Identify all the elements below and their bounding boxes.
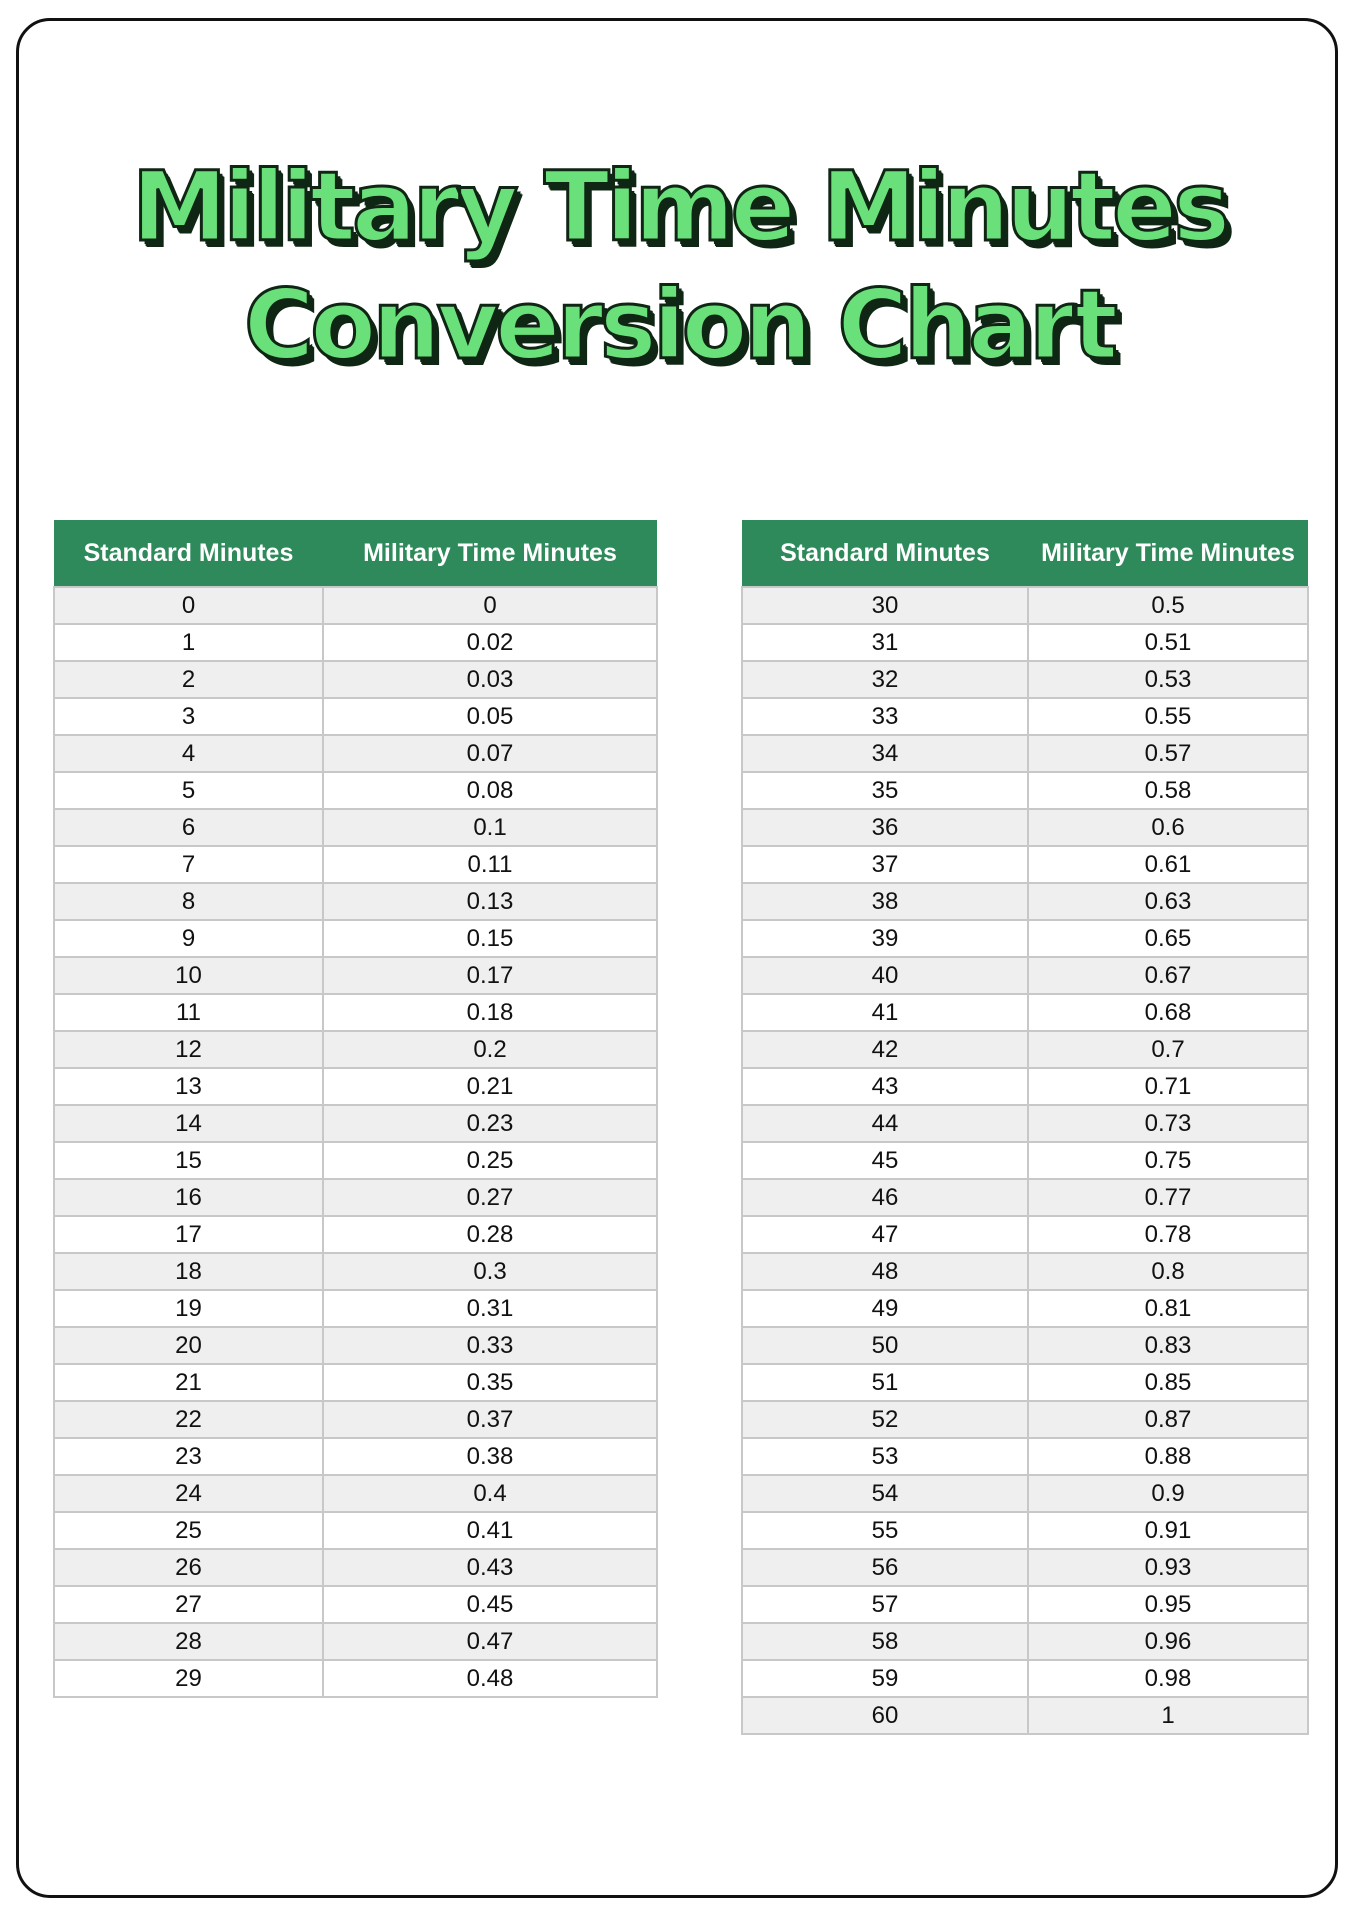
table-row xyxy=(54,1475,657,1512)
military-minutes-cell: 0.58 xyxy=(1028,772,1308,809)
military-minutes-cell: 0.68 xyxy=(1028,994,1308,1031)
military-minutes-cell: 0.27 xyxy=(323,1179,657,1216)
military-minutes-cell: 0.02 xyxy=(323,624,657,661)
standard-minutes-cell: 12 xyxy=(54,1031,323,1068)
table-row xyxy=(742,846,1308,883)
military-minutes-cell: 0.1 xyxy=(323,809,657,846)
table-row xyxy=(54,1142,657,1179)
page-title xyxy=(0,148,1358,384)
standard-minutes-cell: 32 xyxy=(742,661,1028,698)
standard-minutes-cell: 49 xyxy=(742,1290,1028,1327)
table-row xyxy=(742,587,1308,624)
standard-minutes-cell: 24 xyxy=(54,1475,323,1512)
table-row xyxy=(54,883,657,920)
standard-minutes-cell: 48 xyxy=(742,1253,1028,1290)
table-row xyxy=(54,1549,657,1586)
standard-minutes-cell: 25 xyxy=(54,1512,323,1549)
military-minutes-cell: 0.3 xyxy=(323,1253,657,1290)
standard-minutes-cell: 27 xyxy=(54,1586,323,1623)
standard-minutes-cell: 28 xyxy=(54,1623,323,1660)
standard-minutes-cell: 9 xyxy=(54,920,323,957)
table-row xyxy=(54,1364,657,1401)
standard-minutes-cell: 39 xyxy=(742,920,1028,957)
table-row xyxy=(742,1327,1308,1364)
standard-minutes-cell: 19 xyxy=(54,1290,323,1327)
military-minutes-cell: 0.13 xyxy=(323,883,657,920)
standard-minutes-cell: 20 xyxy=(54,1327,323,1364)
standard-minutes-cell: 23 xyxy=(54,1438,323,1475)
military-minutes-cell: 0.98 xyxy=(1028,1660,1308,1697)
standard-minutes-cell: 60 xyxy=(742,1697,1028,1734)
standard-minutes-cell: 43 xyxy=(742,1068,1028,1105)
standard-minutes-cell: 35 xyxy=(742,772,1028,809)
military-minutes-cell: 0.5 xyxy=(1028,587,1308,624)
standard-minutes-cell: 21 xyxy=(54,1364,323,1401)
header-military-time-minutes: Military Time Minutes xyxy=(323,520,657,587)
standard-minutes-cell: 22 xyxy=(54,1401,323,1438)
conversion-table-0-29 xyxy=(53,520,658,1698)
military-minutes-cell: 0.83 xyxy=(1028,1327,1308,1364)
military-minutes-cell: 0.45 xyxy=(323,1586,657,1623)
table-row xyxy=(54,1068,657,1105)
standard-minutes-cell: 29 xyxy=(54,1660,323,1697)
military-minutes-cell: 0.2 xyxy=(323,1031,657,1068)
military-minutes-cell: 0.85 xyxy=(1028,1364,1308,1401)
military-minutes-cell: 0.95 xyxy=(1028,1586,1308,1623)
table-row xyxy=(742,994,1308,1031)
table-row xyxy=(54,1105,657,1142)
standard-minutes-cell: 57 xyxy=(742,1586,1028,1623)
military-minutes-cell: 0.55 xyxy=(1028,698,1308,735)
standard-minutes-cell: 13 xyxy=(54,1068,323,1105)
military-minutes-cell: 0.23 xyxy=(323,1105,657,1142)
table-row xyxy=(54,957,657,994)
military-minutes-cell: 0.73 xyxy=(1028,1105,1308,1142)
military-minutes-cell: 0.05 xyxy=(323,698,657,735)
military-minutes-cell: 0.96 xyxy=(1028,1623,1308,1660)
military-minutes-cell: 0.17 xyxy=(323,957,657,994)
table-row xyxy=(742,1401,1308,1438)
table-row xyxy=(742,1364,1308,1401)
header-standard-minutes: Standard Minutes xyxy=(54,520,323,587)
military-minutes-cell: 0.21 xyxy=(323,1068,657,1105)
table-row xyxy=(54,661,657,698)
table-row xyxy=(54,1401,657,1438)
standard-minutes-cell: 7 xyxy=(54,846,323,883)
table-row xyxy=(742,772,1308,809)
table-row xyxy=(742,957,1308,994)
military-minutes-cell: 0.71 xyxy=(1028,1068,1308,1105)
table-row xyxy=(742,735,1308,772)
table-row xyxy=(742,1697,1308,1734)
standard-minutes-cell: 5 xyxy=(54,772,323,809)
table-row xyxy=(54,772,657,809)
standard-minutes-cell: 8 xyxy=(54,883,323,920)
military-minutes-cell: 0.9 xyxy=(1028,1475,1308,1512)
table-row xyxy=(742,1623,1308,1660)
standard-minutes-cell: 38 xyxy=(742,883,1028,920)
military-minutes-cell: 0.78 xyxy=(1028,1216,1308,1253)
military-minutes-cell: 0 xyxy=(323,587,657,624)
military-minutes-cell: 1 xyxy=(1028,1697,1308,1734)
standard-minutes-cell: 6 xyxy=(54,809,323,846)
table-row xyxy=(742,1512,1308,1549)
military-minutes-cell: 0.03 xyxy=(323,661,657,698)
standard-minutes-cell: 42 xyxy=(742,1031,1028,1068)
table-row xyxy=(54,1290,657,1327)
table-row xyxy=(742,1660,1308,1697)
military-minutes-cell: 0.93 xyxy=(1028,1549,1308,1586)
standard-minutes-cell: 17 xyxy=(54,1216,323,1253)
table-row xyxy=(742,809,1308,846)
table-row xyxy=(54,735,657,772)
standard-minutes-cell: 37 xyxy=(742,846,1028,883)
standard-minutes-cell: 30 xyxy=(742,587,1028,624)
military-minutes-cell: 0.18 xyxy=(323,994,657,1031)
table-row xyxy=(742,1068,1308,1105)
military-minutes-cell: 0.08 xyxy=(323,772,657,809)
table-row xyxy=(742,1216,1308,1253)
title-line-1: Military Time Minutes xyxy=(131,151,1227,263)
table-row xyxy=(742,1586,1308,1623)
table-row xyxy=(54,1253,657,1290)
military-minutes-cell: 0.6 xyxy=(1028,809,1308,846)
military-minutes-cell: 0.25 xyxy=(323,1142,657,1179)
header-military-time-minutes: Military Time Minutes xyxy=(1028,520,1308,587)
table-header-row xyxy=(54,520,657,587)
military-minutes-cell: 0.07 xyxy=(323,735,657,772)
table-row xyxy=(54,920,657,957)
standard-minutes-cell: 47 xyxy=(742,1216,1028,1253)
table-row xyxy=(54,1586,657,1623)
military-minutes-cell: 0.4 xyxy=(323,1475,657,1512)
table-row xyxy=(54,809,657,846)
conversion-table-30-60 xyxy=(741,520,1309,1735)
standard-minutes-cell: 31 xyxy=(742,624,1028,661)
table-row xyxy=(742,1253,1308,1290)
military-minutes-cell: 0.81 xyxy=(1028,1290,1308,1327)
standard-minutes-cell: 56 xyxy=(742,1549,1028,1586)
military-minutes-cell: 0.63 xyxy=(1028,883,1308,920)
military-minutes-cell: 0.65 xyxy=(1028,920,1308,957)
header-standard-minutes: Standard Minutes xyxy=(742,520,1028,587)
table-row xyxy=(54,846,657,883)
standard-minutes-cell: 34 xyxy=(742,735,1028,772)
table-row xyxy=(54,1438,657,1475)
military-minutes-cell: 0.37 xyxy=(323,1401,657,1438)
standard-minutes-cell: 50 xyxy=(742,1327,1028,1364)
table-row xyxy=(54,1031,657,1068)
table-row xyxy=(54,1216,657,1253)
standard-minutes-cell: 4 xyxy=(54,735,323,772)
standard-minutes-cell: 14 xyxy=(54,1105,323,1142)
standard-minutes-cell: 44 xyxy=(742,1105,1028,1142)
military-minutes-cell: 0.41 xyxy=(323,1512,657,1549)
standard-minutes-cell: 11 xyxy=(54,994,323,1031)
standard-minutes-cell: 15 xyxy=(54,1142,323,1179)
standard-minutes-cell: 1 xyxy=(54,624,323,661)
military-minutes-cell: 0.35 xyxy=(323,1364,657,1401)
standard-minutes-cell: 55 xyxy=(742,1512,1028,1549)
military-minutes-cell: 0.7 xyxy=(1028,1031,1308,1068)
military-minutes-cell: 0.88 xyxy=(1028,1438,1308,1475)
table-row xyxy=(54,994,657,1031)
standard-minutes-cell: 46 xyxy=(742,1179,1028,1216)
table-row xyxy=(54,624,657,661)
standard-minutes-cell: 45 xyxy=(742,1142,1028,1179)
standard-minutes-cell: 18 xyxy=(54,1253,323,1290)
table-row xyxy=(54,1327,657,1364)
standard-minutes-cell: 52 xyxy=(742,1401,1028,1438)
military-minutes-cell: 0.61 xyxy=(1028,846,1308,883)
table-row xyxy=(54,1660,657,1697)
table-row xyxy=(742,1031,1308,1068)
military-minutes-cell: 0.33 xyxy=(323,1327,657,1364)
military-minutes-cell: 0.67 xyxy=(1028,957,1308,994)
standard-minutes-cell: 54 xyxy=(742,1475,1028,1512)
military-minutes-cell: 0.31 xyxy=(323,1290,657,1327)
military-minutes-cell: 0.47 xyxy=(323,1623,657,1660)
table-row xyxy=(54,698,657,735)
military-minutes-cell: 0.77 xyxy=(1028,1179,1308,1216)
standard-minutes-cell: 40 xyxy=(742,957,1028,994)
title-line-2: Conversion Chart xyxy=(243,269,1115,381)
military-minutes-cell: 0.57 xyxy=(1028,735,1308,772)
table-row xyxy=(54,1623,657,1660)
table-row xyxy=(742,661,1308,698)
standard-minutes-cell: 36 xyxy=(742,809,1028,846)
table-row xyxy=(54,587,657,624)
standard-minutes-cell: 59 xyxy=(742,1660,1028,1697)
table-row xyxy=(742,920,1308,957)
military-minutes-cell: 0.15 xyxy=(323,920,657,957)
military-minutes-cell: 0.91 xyxy=(1028,1512,1308,1549)
table-header-row xyxy=(742,520,1308,587)
table-row xyxy=(742,1105,1308,1142)
military-minutes-cell: 0.38 xyxy=(323,1438,657,1475)
military-minutes-cell: 0.51 xyxy=(1028,624,1308,661)
standard-minutes-cell: 58 xyxy=(742,1623,1028,1660)
table-row xyxy=(742,698,1308,735)
table-row xyxy=(742,1290,1308,1327)
standard-minutes-cell: 16 xyxy=(54,1179,323,1216)
military-minutes-cell: 0.28 xyxy=(323,1216,657,1253)
standard-minutes-cell: 41 xyxy=(742,994,1028,1031)
standard-minutes-cell: 26 xyxy=(54,1549,323,1586)
table-row xyxy=(742,624,1308,661)
military-minutes-cell: 0.87 xyxy=(1028,1401,1308,1438)
military-minutes-cell: 0.43 xyxy=(323,1549,657,1586)
table-row xyxy=(742,1549,1308,1586)
standard-minutes-cell: 3 xyxy=(54,698,323,735)
table-row xyxy=(742,883,1308,920)
standard-minutes-cell: 2 xyxy=(54,661,323,698)
standard-minutes-cell: 0 xyxy=(54,587,323,624)
military-minutes-cell: 0.11 xyxy=(323,846,657,883)
standard-minutes-cell: 53 xyxy=(742,1438,1028,1475)
table-row xyxy=(742,1438,1308,1475)
standard-minutes-cell: 33 xyxy=(742,698,1028,735)
table-row xyxy=(54,1179,657,1216)
military-minutes-cell: 0.8 xyxy=(1028,1253,1308,1290)
table-row xyxy=(54,1512,657,1549)
table-row xyxy=(742,1179,1308,1216)
military-minutes-cell: 0.53 xyxy=(1028,661,1308,698)
standard-minutes-cell: 10 xyxy=(54,957,323,994)
military-minutes-cell: 0.75 xyxy=(1028,1142,1308,1179)
military-minutes-cell: 0.48 xyxy=(323,1660,657,1697)
table-row xyxy=(742,1475,1308,1512)
table-row xyxy=(742,1142,1308,1179)
standard-minutes-cell: 51 xyxy=(742,1364,1028,1401)
